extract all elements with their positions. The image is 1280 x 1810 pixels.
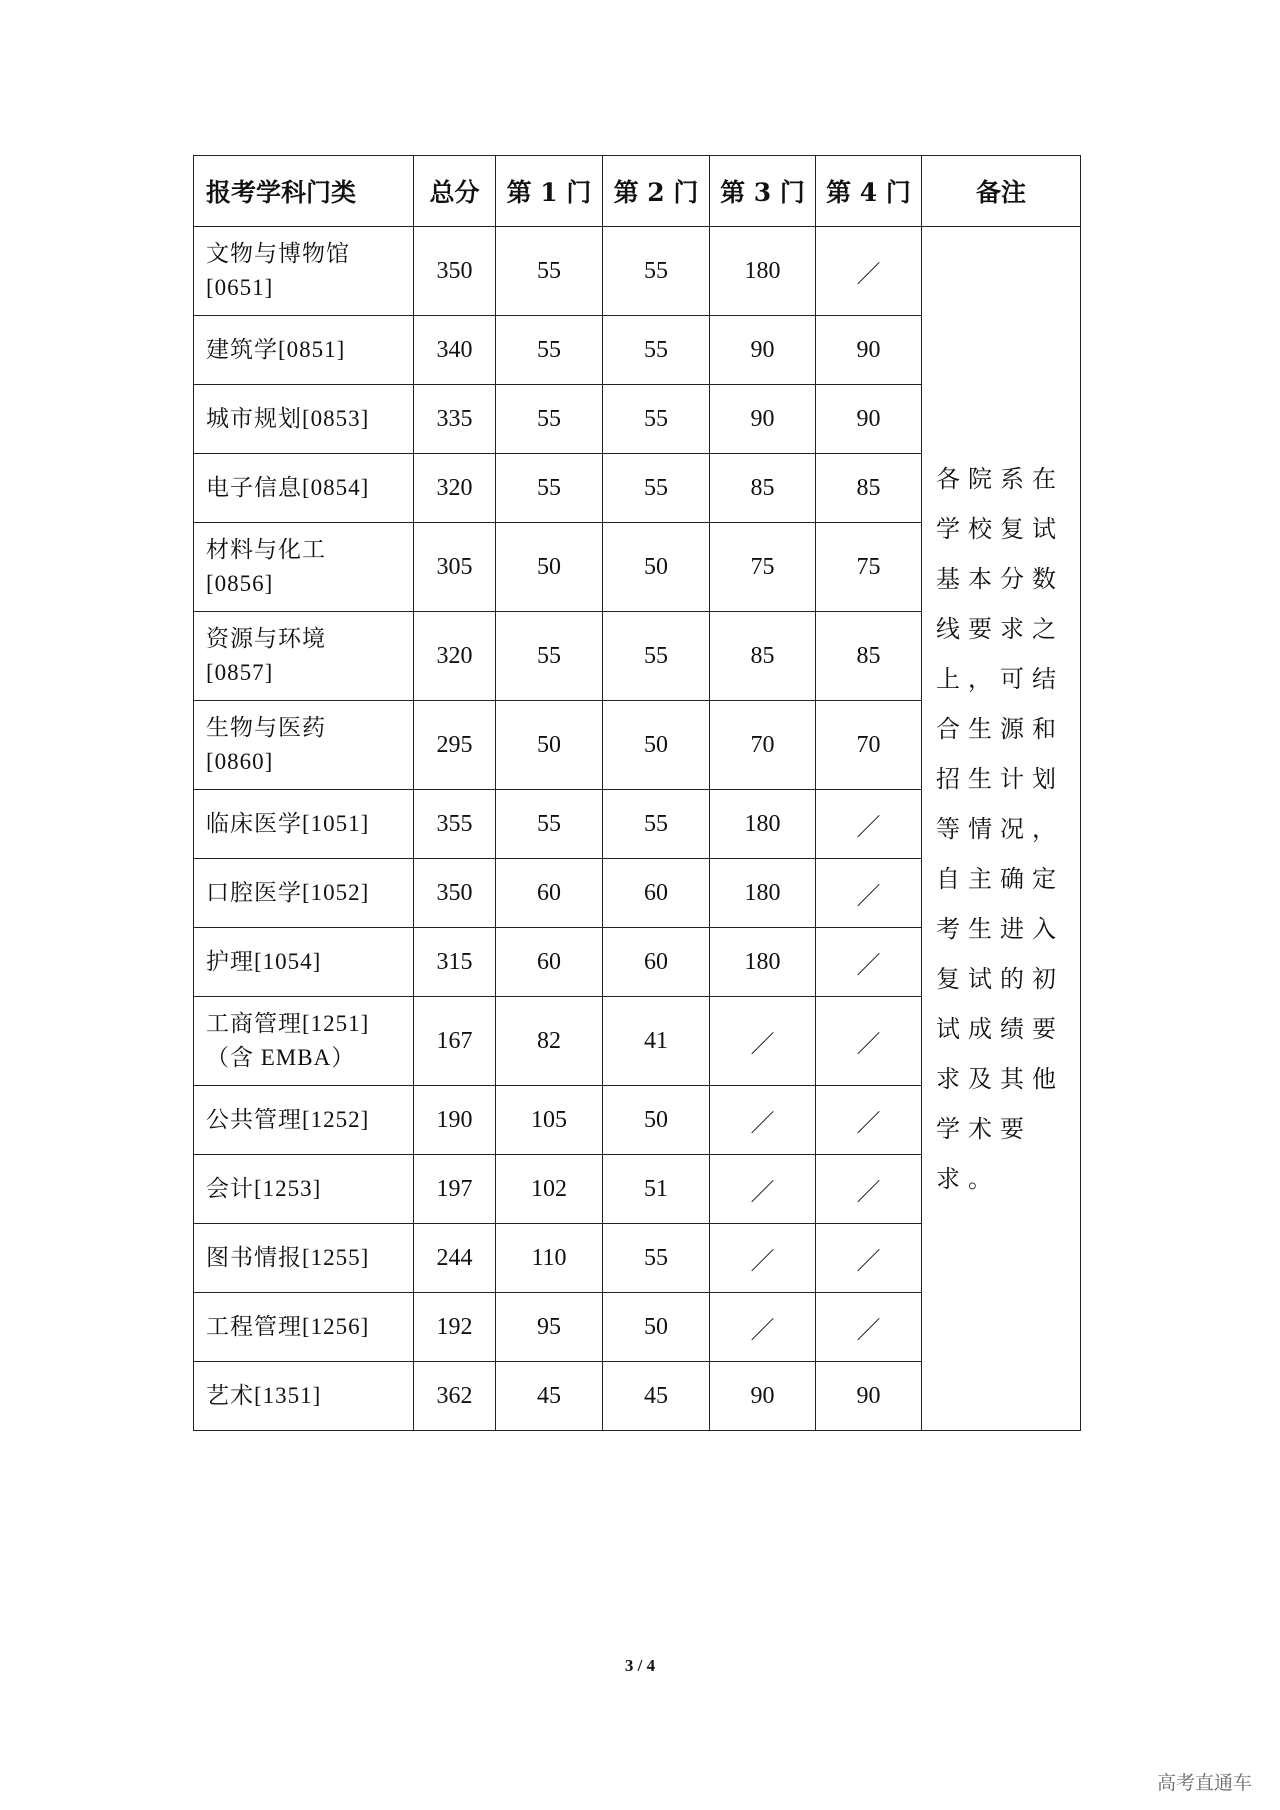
cell-s3: 180 — [710, 928, 816, 997]
cell-s3: ／ — [710, 1086, 816, 1155]
cell-s2: 55 — [603, 790, 710, 859]
cell-subject: 文物与博物馆 [0651] — [194, 227, 414, 316]
cell-s4: 75 — [816, 523, 922, 612]
cell-s4: ／ — [816, 997, 922, 1086]
cell-s3: 180 — [710, 859, 816, 928]
cell-subject: 材料与化工 [0856] — [194, 523, 414, 612]
cell-s3: 70 — [710, 701, 816, 790]
cell-total: 244 — [414, 1224, 496, 1293]
cell-subject: 艺术[1351] — [194, 1362, 414, 1431]
cell-total: 305 — [414, 523, 496, 612]
header-subject-1: 第 1 门 — [496, 156, 603, 227]
cell-remark: 各院系在学校复试基本分数线要求之上，可结合生源和招生计划等情况，自主确定考生进入复试的初试成绩要求及其他学术要求。 — [922, 227, 1081, 1431]
cell-s3: 75 — [710, 523, 816, 612]
cell-s4: ／ — [816, 227, 922, 316]
cell-s3: ／ — [710, 997, 816, 1086]
cell-s3: 180 — [710, 227, 816, 316]
cell-s1: 45 — [496, 1362, 603, 1431]
cell-s2: 55 — [603, 612, 710, 701]
cell-subject: 生物与医药 [0860] — [194, 701, 414, 790]
cell-s3: ／ — [710, 1293, 816, 1362]
cell-s2: 60 — [603, 928, 710, 997]
cell-subject: 工程管理[1256] — [194, 1293, 414, 1362]
cell-subject: 会计[1253] — [194, 1155, 414, 1224]
cell-s2: 51 — [603, 1155, 710, 1224]
header-subject-4: 第 4 门 — [816, 156, 922, 227]
cell-total: 350 — [414, 859, 496, 928]
cell-s4: 90 — [816, 316, 922, 385]
cell-s4: ／ — [816, 790, 922, 859]
cell-s3: 90 — [710, 385, 816, 454]
cell-s2: 55 — [603, 1224, 710, 1293]
cell-s1: 50 — [496, 523, 603, 612]
cell-s2: 55 — [603, 227, 710, 316]
cell-s1: 55 — [496, 227, 603, 316]
score-table — [193, 155, 1081, 1431]
cell-total: 320 — [414, 612, 496, 701]
cell-total: 335 — [414, 385, 496, 454]
cell-s1: 55 — [496, 385, 603, 454]
header-subject: 报考学科门类 — [194, 156, 414, 227]
cell-total: 350 — [414, 227, 496, 316]
cell-subject: 公共管理[1252] — [194, 1086, 414, 1155]
cell-s2: 55 — [603, 316, 710, 385]
cell-s4: ／ — [816, 1293, 922, 1362]
cell-subject: 护理[1054] — [194, 928, 414, 997]
cell-total: 192 — [414, 1293, 496, 1362]
header-remark: 备注 — [922, 156, 1081, 227]
cell-s1: 105 — [496, 1086, 603, 1155]
header-subject-2: 第 2 门 — [603, 156, 710, 227]
cell-s4: ／ — [816, 1224, 922, 1293]
cell-s4: 90 — [816, 1362, 922, 1431]
table-header-row — [194, 156, 1081, 227]
cell-total: 355 — [414, 790, 496, 859]
cell-s1: 82 — [496, 997, 603, 1086]
cell-total: 362 — [414, 1362, 496, 1431]
cell-s1: 110 — [496, 1224, 603, 1293]
cell-s1: 55 — [496, 612, 603, 701]
cell-s2: 55 — [603, 385, 710, 454]
cell-total: 295 — [414, 701, 496, 790]
cell-s3: 180 — [710, 790, 816, 859]
cell-total: 340 — [414, 316, 496, 385]
cell-s2: 55 — [603, 454, 710, 523]
header-subject-3: 第 3 门 — [710, 156, 816, 227]
cell-s4: 85 — [816, 612, 922, 701]
cell-s3: 90 — [710, 316, 816, 385]
cell-s3: ／ — [710, 1155, 816, 1224]
cell-subject: 资源与环境 [0857] — [194, 612, 414, 701]
cell-s4: ／ — [816, 1086, 922, 1155]
cell-s2: 50 — [603, 701, 710, 790]
cell-subject: 口腔医学[1052] — [194, 859, 414, 928]
table-row — [194, 227, 1081, 316]
cell-s2: 45 — [603, 1362, 710, 1431]
cell-total: 167 — [414, 997, 496, 1086]
header-total: 总分 — [414, 156, 496, 227]
cell-s1: 95 — [496, 1293, 603, 1362]
cell-s2: 50 — [603, 523, 710, 612]
watermark-text: 高考直通车 — [1156, 1772, 1252, 1794]
cell-s1: 60 — [496, 859, 603, 928]
cell-s4: ／ — [816, 859, 922, 928]
cell-s3: 90 — [710, 1362, 816, 1431]
cell-subject: 工商管理[1251] （含 EMBA） — [194, 997, 414, 1086]
cell-s2: 50 — [603, 1293, 710, 1362]
cell-s1: 60 — [496, 928, 603, 997]
cell-s4: 70 — [816, 701, 922, 790]
cell-s3: 85 — [710, 454, 816, 523]
cell-s1: 55 — [496, 316, 603, 385]
cell-total: 190 — [414, 1086, 496, 1155]
cell-s4: ／ — [816, 1155, 922, 1224]
cell-s1: 102 — [496, 1155, 603, 1224]
cell-s2: 60 — [603, 859, 710, 928]
cell-total: 320 — [414, 454, 496, 523]
cell-s3: 85 — [710, 612, 816, 701]
cell-s3: ／ — [710, 1224, 816, 1293]
cell-subject: 临床医学[1051] — [194, 790, 414, 859]
cell-s2: 41 — [603, 997, 710, 1086]
cell-subject: 电子信息[0854] — [194, 454, 414, 523]
cell-subject: 图书情报[1255] — [194, 1224, 414, 1293]
cell-subject: 建筑学[0851] — [194, 316, 414, 385]
cell-s1: 50 — [496, 701, 603, 790]
table-body — [194, 227, 1081, 1431]
cell-total: 197 — [414, 1155, 496, 1224]
page-number: 3 / 4 — [624, 1656, 656, 1675]
cell-s1: 55 — [496, 454, 603, 523]
cell-total: 315 — [414, 928, 496, 997]
cell-s1: 55 — [496, 790, 603, 859]
cell-subject: 城市规划[0853] — [194, 385, 414, 454]
cell-s4: 85 — [816, 454, 922, 523]
cell-s4: ／ — [816, 928, 922, 997]
cell-s4: 90 — [816, 385, 922, 454]
cell-s2: 50 — [603, 1086, 710, 1155]
